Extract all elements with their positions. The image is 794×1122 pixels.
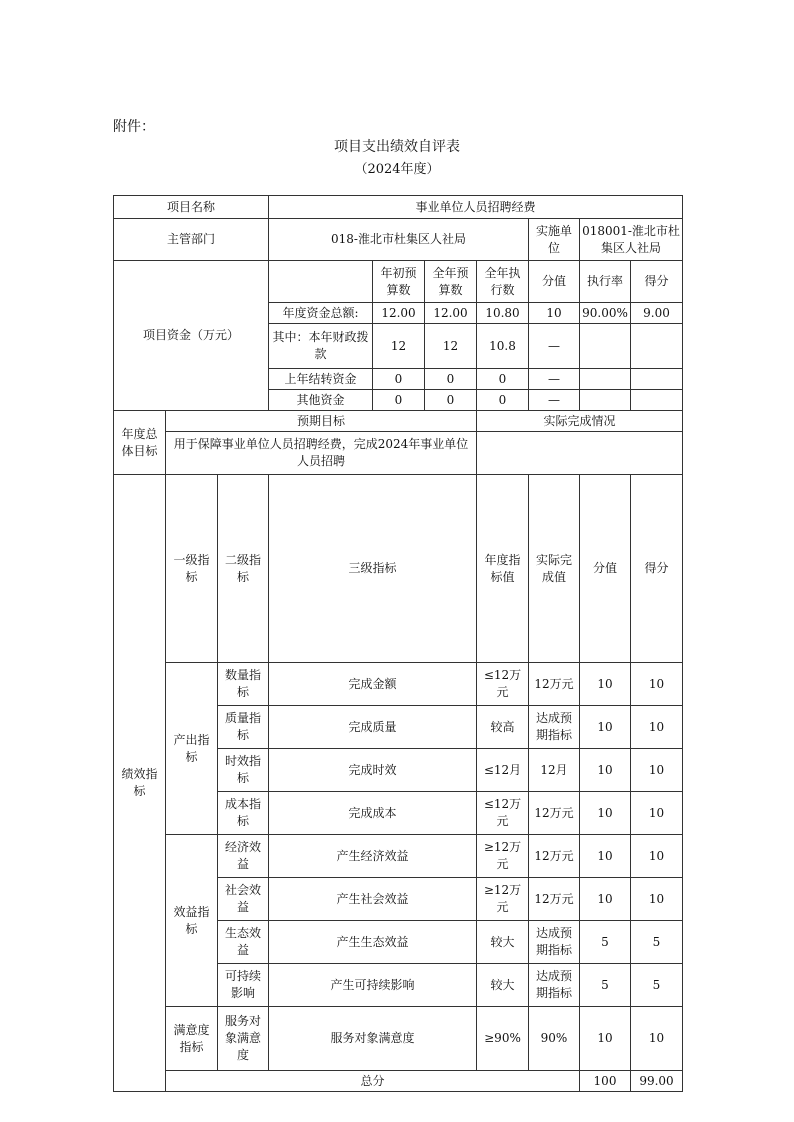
funds-cell: —: [529, 324, 580, 369]
goals-content-row: [114, 432, 683, 475]
goals-label: 年度总体目标: [114, 411, 166, 475]
indicator-actual: 90%: [529, 1007, 580, 1071]
indicator-l3: 完成金额: [269, 663, 477, 706]
indicator-weight: 10: [580, 749, 631, 792]
indicator-weight: 10: [580, 1007, 631, 1071]
funds-cell: 10.8: [477, 324, 529, 369]
indicator-row: [114, 663, 683, 706]
indicators-header: 分值: [580, 475, 631, 663]
indicator-score: 10: [631, 878, 683, 921]
indicator-target: ≤12月: [477, 749, 529, 792]
funds-header: 得分: [631, 261, 683, 303]
indicator-score: 5: [631, 964, 683, 1007]
indicator-actual: 12万元: [529, 792, 580, 835]
funds-cell: 0: [425, 369, 477, 390]
indicator-weight: 5: [580, 921, 631, 964]
funds-cell: 90.00%: [580, 303, 631, 324]
goals-expected-header: 预期目标: [166, 411, 477, 432]
funds-label: 项目资金（万元）: [114, 261, 269, 411]
funds-cell: [631, 390, 683, 411]
indicator-l3: 产生社会效益: [269, 878, 477, 921]
indicator-target: ≤12万元: [477, 792, 529, 835]
funds-row-name: 其中：本年财政拨款: [269, 324, 373, 369]
indicator-target: 较大: [477, 964, 529, 1007]
indicator-target: ≥12万元: [477, 878, 529, 921]
funds-cell: 0: [477, 390, 529, 411]
total-score: 99.00: [631, 1071, 683, 1092]
indicator-l3: 完成成本: [269, 792, 477, 835]
funds-cell: 12: [425, 324, 477, 369]
indicator-l2: 社会效益: [218, 878, 269, 921]
funds-cell: 9.00: [631, 303, 683, 324]
indicator-l2: 质量指标: [218, 706, 269, 749]
funds-cell: [631, 324, 683, 369]
impl-value: 018001-淮北市杜集区人社局: [580, 219, 683, 261]
funds-header: 分值: [529, 261, 580, 303]
total-row: [114, 1071, 683, 1092]
goals-header-row: [114, 411, 683, 432]
funds-cell: [631, 369, 683, 390]
indicator-l2: 数量指标: [218, 663, 269, 706]
indicator-row: [114, 1007, 683, 1071]
funds-cell: 12.00: [373, 303, 425, 324]
indicator-target: ≥90%: [477, 1007, 529, 1071]
indicator-score: 10: [631, 1007, 683, 1071]
indicator-weight: 10: [580, 706, 631, 749]
indicator-l2: 经济效益: [218, 835, 269, 878]
indicator-actual: 12万元: [529, 663, 580, 706]
indicators-header: 二级指标: [218, 475, 269, 663]
indicator-l2: 服务对象满意度: [218, 1007, 269, 1071]
indicators-header-row: [114, 475, 683, 663]
indicator-weight: 10: [580, 663, 631, 706]
indicator-row: [114, 835, 683, 878]
indicator-actual: 达成预期指标: [529, 706, 580, 749]
funds-cell: 10.80: [477, 303, 529, 324]
indicator-score: 10: [631, 749, 683, 792]
funds-cell: [580, 369, 631, 390]
document-year: （2024年度）: [354, 162, 440, 177]
indicator-score: 10: [631, 835, 683, 878]
indicators-header: 三级指标: [269, 475, 477, 663]
indicator-weight: 10: [580, 878, 631, 921]
indicator-group-satisfaction: 满意度指标: [166, 1007, 218, 1071]
indicator-actual: 12月: [529, 749, 580, 792]
funds-cell: 12.00: [425, 303, 477, 324]
funds-cell: [580, 324, 631, 369]
dept-label: 主管部门: [114, 219, 269, 261]
indicator-weight: 5: [580, 964, 631, 1007]
indicator-group-output: 产出指标: [166, 663, 218, 835]
total-weight: 100: [580, 1071, 631, 1092]
funds-cell: 0: [373, 390, 425, 411]
indicator-actual: 达成预期指标: [529, 921, 580, 964]
indicator-l2: 可持续影响: [218, 964, 269, 1007]
department-row: [114, 219, 683, 261]
total-label: 总分: [166, 1071, 580, 1092]
funds-cell: 0: [425, 390, 477, 411]
indicator-l2: 时效指标: [218, 749, 269, 792]
indicators-header: 一级指标: [166, 475, 218, 663]
indicator-target: ≤12万元: [477, 663, 529, 706]
funds-cell: —: [529, 390, 580, 411]
indicator-l3: 产生生态效益: [269, 921, 477, 964]
indicator-weight: 10: [580, 792, 631, 835]
attachment-label: 附件：: [113, 119, 155, 135]
project-name-value: 事业单位人员招聘经费: [269, 196, 683, 219]
funds-cell: 0: [373, 369, 425, 390]
indicator-actual: 达成预期指标: [529, 964, 580, 1007]
indicator-actual: 12万元: [529, 835, 580, 878]
funds-header: 全年执行数: [477, 261, 529, 303]
impl-label: 实施单位: [529, 219, 580, 261]
funds-row-name: 年度资金总额:: [269, 303, 373, 324]
indicator-l2: 生态效益: [218, 921, 269, 964]
funds-cell: —: [529, 369, 580, 390]
indicator-score: 10: [631, 706, 683, 749]
indicators-label: 绩效指标: [114, 475, 166, 1092]
indicator-l3: 产生可持续影响: [269, 964, 477, 1007]
funds-header-row: [114, 261, 683, 303]
goals-actual-text: [477, 432, 683, 475]
indicator-l3: 产生经济效益: [269, 835, 477, 878]
indicators-header: 年度指标值: [477, 475, 529, 663]
indicator-score: 10: [631, 792, 683, 835]
indicator-target: 较大: [477, 921, 529, 964]
funds-cell: 12: [373, 324, 425, 369]
indicator-score: 5: [631, 921, 683, 964]
dept-value: 018-淮北市杜集区人社局: [269, 219, 529, 261]
indicator-l3: 完成质量: [269, 706, 477, 749]
funds-header: 执行率: [580, 261, 631, 303]
funds-cell: [580, 390, 631, 411]
funds-cell: 10: [529, 303, 580, 324]
funds-header: 年初预算数: [373, 261, 425, 303]
indicator-target: 较高: [477, 706, 529, 749]
goals-actual-header: 实际完成情况: [477, 411, 683, 432]
indicator-l2: 成本指标: [218, 792, 269, 835]
indicator-group-benefit: 效益指标: [166, 835, 218, 1007]
indicator-score: 10: [631, 663, 683, 706]
self-evaluation-table: [113, 195, 683, 1092]
project-name-label: 项目名称: [114, 196, 269, 219]
goals-expected-text: 用于保障事业单位人员招聘经费，完成2024年事业单位人员招聘: [166, 432, 477, 475]
indicators-header: 实际完成值: [529, 475, 580, 663]
funds-row-name: 上年结转资金: [269, 369, 373, 390]
funds-header: 全年预算数: [425, 261, 477, 303]
funds-row-name: 其他资金: [269, 390, 373, 411]
indicator-target: ≥12万元: [477, 835, 529, 878]
indicator-actual: 12万元: [529, 878, 580, 921]
project-name-row: [114, 196, 683, 219]
funds-cell: 0: [477, 369, 529, 390]
indicator-l3: 服务对象满意度: [269, 1007, 477, 1071]
indicators-header: 得分: [631, 475, 683, 663]
funds-header-blank: [269, 261, 373, 303]
indicator-l3: 完成时效: [269, 749, 477, 792]
indicator-weight: 10: [580, 835, 631, 878]
document-title: 项目支出绩效自评表: [334, 139, 460, 155]
